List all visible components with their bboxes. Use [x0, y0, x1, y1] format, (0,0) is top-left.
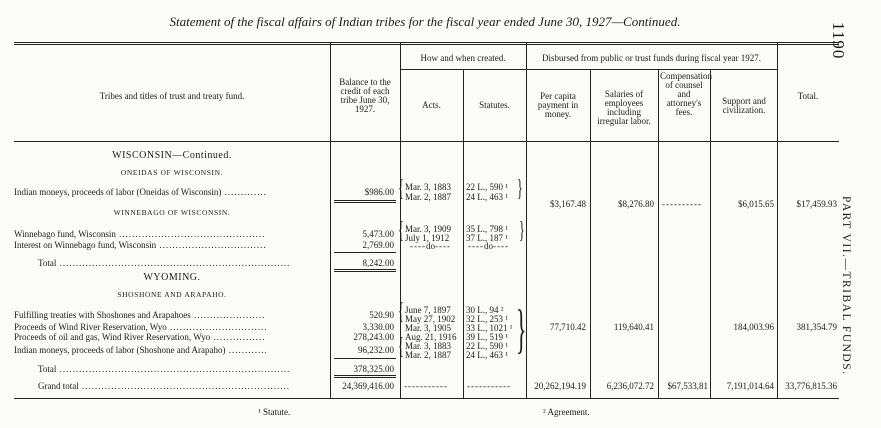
brace-shoshone-acts: { [398, 299, 404, 325]
row-grand-total-per-capita: 20,262,194.19 [534, 381, 586, 391]
row-wisconsin-total-balance: 8,242.00 [362, 258, 394, 268]
brace-winnebago-acts: { [398, 218, 404, 244]
brace-wyoming-close: } [516, 299, 527, 359]
grand-total-acts-blank: ----------- [404, 381, 448, 391]
row-shoshone-labor-stat2: 24 L., 463 ¹ [466, 350, 508, 360]
row-shoshone-treaties-stat2: 32 L., 253 ¹ [466, 314, 508, 324]
row-winnebago-interest-label: Interest on Winnebago fund, Wisconsin ..... [14, 240, 266, 250]
row-oneida-labor-balance: $986.00 [364, 187, 394, 197]
row-winnebago-fund-act1: Mar. 3, 1909 [405, 224, 451, 234]
row-winnebago-fund-stat1: 35 L., 798 ¹ [466, 224, 508, 234]
header-bottom-rule [14, 141, 839, 142]
page-number: 1190 [829, 22, 848, 60]
row-wind-river-balance: 3,330.00 [362, 322, 394, 332]
wisconsin-total: $17,459.93 [796, 199, 837, 209]
rule-wyoming-subtotal [334, 358, 396, 359]
row-shoshone-treaties-label: Fulfilling treaties with Shoshones and Arapahoes ..... [14, 310, 266, 320]
grand-total-statutes-blank: ----------- [467, 381, 511, 391]
row-grand-total-support: 7,191,014.64 [726, 381, 774, 391]
section-shoshone: SHOSHONE AND ARAPAHO. [117, 290, 227, 299]
row-wind-river-act: Mar. 3, 1905 [405, 323, 451, 333]
row-grand-total-compensation: $67,533.81 [667, 381, 708, 391]
row-shoshone-treaties-act2: May 27, 1902 [405, 314, 456, 324]
table-top-rule-2 [14, 44, 839, 45]
row-oil-gas-balance: 278,243.00 [353, 332, 394, 342]
header-tribes: Tribes and titles of trust and treaty fund. [99, 91, 245, 101]
col-rule-compensation [658, 69, 659, 398]
row-wind-river-label: Proceeds of Wind River Reservation, Wyo ..... [14, 322, 266, 332]
rule-winnebago-subtotal [334, 252, 396, 253]
row-winnebago-fund-act2: July 1, 1912 [405, 233, 450, 243]
row-grand-total-salaries: 6,236,072.72 [606, 381, 654, 391]
row-winnebago-interest-balance: 2,769.00 [362, 240, 394, 250]
row-shoshone-labor-label: Indian moneys, proceeds of labor (Shoshone and Arapaho) ..... [14, 345, 266, 355]
wisconsin-per-capita: $3,167.48 [550, 199, 586, 209]
row-wyoming-total-balance: 378,325.00 [353, 364, 394, 374]
row-oil-gas-act: Aug. 21, 1916 [405, 332, 457, 342]
header-support: Support and civilization. [722, 96, 766, 115]
wyoming-salaries: 119,640.41 [613, 322, 654, 332]
header-statutes: Statutes. [479, 100, 510, 110]
header-acts: Acts. [422, 100, 441, 110]
row-oneida-labor-act2: Mar. 2, 1887 [405, 192, 451, 202]
row-shoshone-treaties-act1: June 7, 1897 [405, 305, 451, 315]
row-grand-total-balance: 24,369,416.00 [342, 381, 394, 391]
row-wisconsin-total-label: Total ..... [38, 258, 290, 268]
row-shoshone-treaties-balance: 520.90 [369, 310, 394, 320]
wisconsin-support: $6,015.65 [738, 199, 774, 209]
wyoming-per-capita: 77,710.42 [550, 322, 586, 332]
footnote-statute: ¹ Statute. [258, 407, 291, 417]
header-total: Total. [797, 91, 819, 101]
row-oil-gas-label: Proceeds of oil and gas, Wind River Reservation, Wyo ..... [14, 332, 266, 342]
brace-oneida-acts: { [398, 176, 404, 202]
row-shoshone-labor-act1: Mar. 3, 1883 [405, 341, 451, 351]
rule-grand-b [334, 377, 396, 378]
header-compensation: Compensation of counsel and attorney's fees. [660, 71, 712, 117]
header-disbursed: Disbursed from public or trust funds during fiscal year 1927. [542, 53, 761, 63]
section-wyoming: WYOMING. [143, 272, 201, 283]
header-how-created: How and when created. [420, 53, 506, 63]
rule-wis-total-a [334, 269, 396, 270]
rule-wis-balance-b [334, 202, 396, 203]
row-wyoming-total-label: Total ..... [38, 364, 290, 374]
header-balance: Balance to the credit of each tribe June 30, 1927. [339, 77, 391, 114]
rule-wis-balance-a [334, 200, 396, 201]
row-winnebago-interest-act: ----do---- [410, 241, 451, 251]
brace-shoshone-labor-acts: { [398, 334, 404, 360]
rule-grand-a [334, 375, 396, 376]
col-rule-salaries [590, 69, 591, 398]
brace-oneida-close: } [517, 176, 523, 202]
wisconsin-compensation-blank: ---------- [662, 199, 702, 209]
row-shoshone-labor-stat1: 22 L., 590 ¹ [466, 341, 508, 351]
col-rule-balance [330, 43, 331, 398]
row-winnebago-fund-balance: 5,473.00 [362, 229, 394, 239]
row-oneida-labor-stat1: 22 L., 590 ¹ [466, 182, 508, 192]
row-shoshone-treaties-stat1: 30 L., 94 ² [466, 305, 504, 315]
side-label: PART VII.—TRIBAL FUNDS. [840, 196, 852, 376]
wyoming-total: 381,354.79 [796, 322, 837, 332]
brace-winnebago-close: } [519, 218, 525, 244]
page-title: Statement of the fiscal affairs of Indian tribes for the fiscal year ended June 30, 1927—Continued. [169, 14, 681, 29]
header-per-capita: Per capita payment in money. [537, 91, 579, 119]
row-winnebago-interest-stat: ----do---- [468, 241, 509, 251]
row-oil-gas-stat: 39 L., 519 ¹ [466, 332, 508, 342]
wyoming-support: 184,003.96 [733, 322, 774, 332]
table-top-rule [14, 42, 839, 43]
section-wisconsin: WISCONSIN—Continued. [112, 150, 232, 161]
wisconsin-salaries: $8,276.80 [618, 199, 654, 209]
row-oneida-labor-stat2: 24 L., 463 ¹ [466, 192, 508, 202]
row-grand-total-label: Grand total ..... [38, 381, 290, 391]
table-bottom-rule [14, 398, 839, 399]
row-oneida-labor-act1: Mar. 3, 1883 [405, 182, 451, 192]
row-wind-river-stat: 33 L., 1021 ¹ [466, 323, 513, 333]
section-oneidas: ONEIDAS OF WISCONSIN. [120, 168, 224, 177]
col-rule-statutes [463, 69, 464, 398]
row-winnebago-fund-label: Winnebago fund, Wisconsin ..... [14, 229, 266, 239]
rule-wis-total-b [334, 271, 396, 272]
row-shoshone-labor-balance: 96,232.00 [358, 345, 394, 355]
row-oneida-labor-label: Indian moneys, proceeds of labor (Oneidas of Wisconsin) ..... [14, 187, 266, 197]
header-subrule [400, 69, 777, 70]
row-winnebago-fund-stat2: 37 L., 187 ¹ [466, 233, 508, 243]
row-grand-total-total: 33,776,815.36 [785, 381, 837, 391]
footnote-agreement: ² Agreement. [543, 407, 590, 417]
header-salaries: Salaries of employees including irregular labor. [597, 89, 651, 126]
row-shoshone-labor-act2: Mar. 2, 1887 [405, 350, 451, 360]
col-rule-support [710, 69, 711, 398]
section-winnebago: WINNEBAGO OF WISCONSIN. [113, 208, 231, 217]
